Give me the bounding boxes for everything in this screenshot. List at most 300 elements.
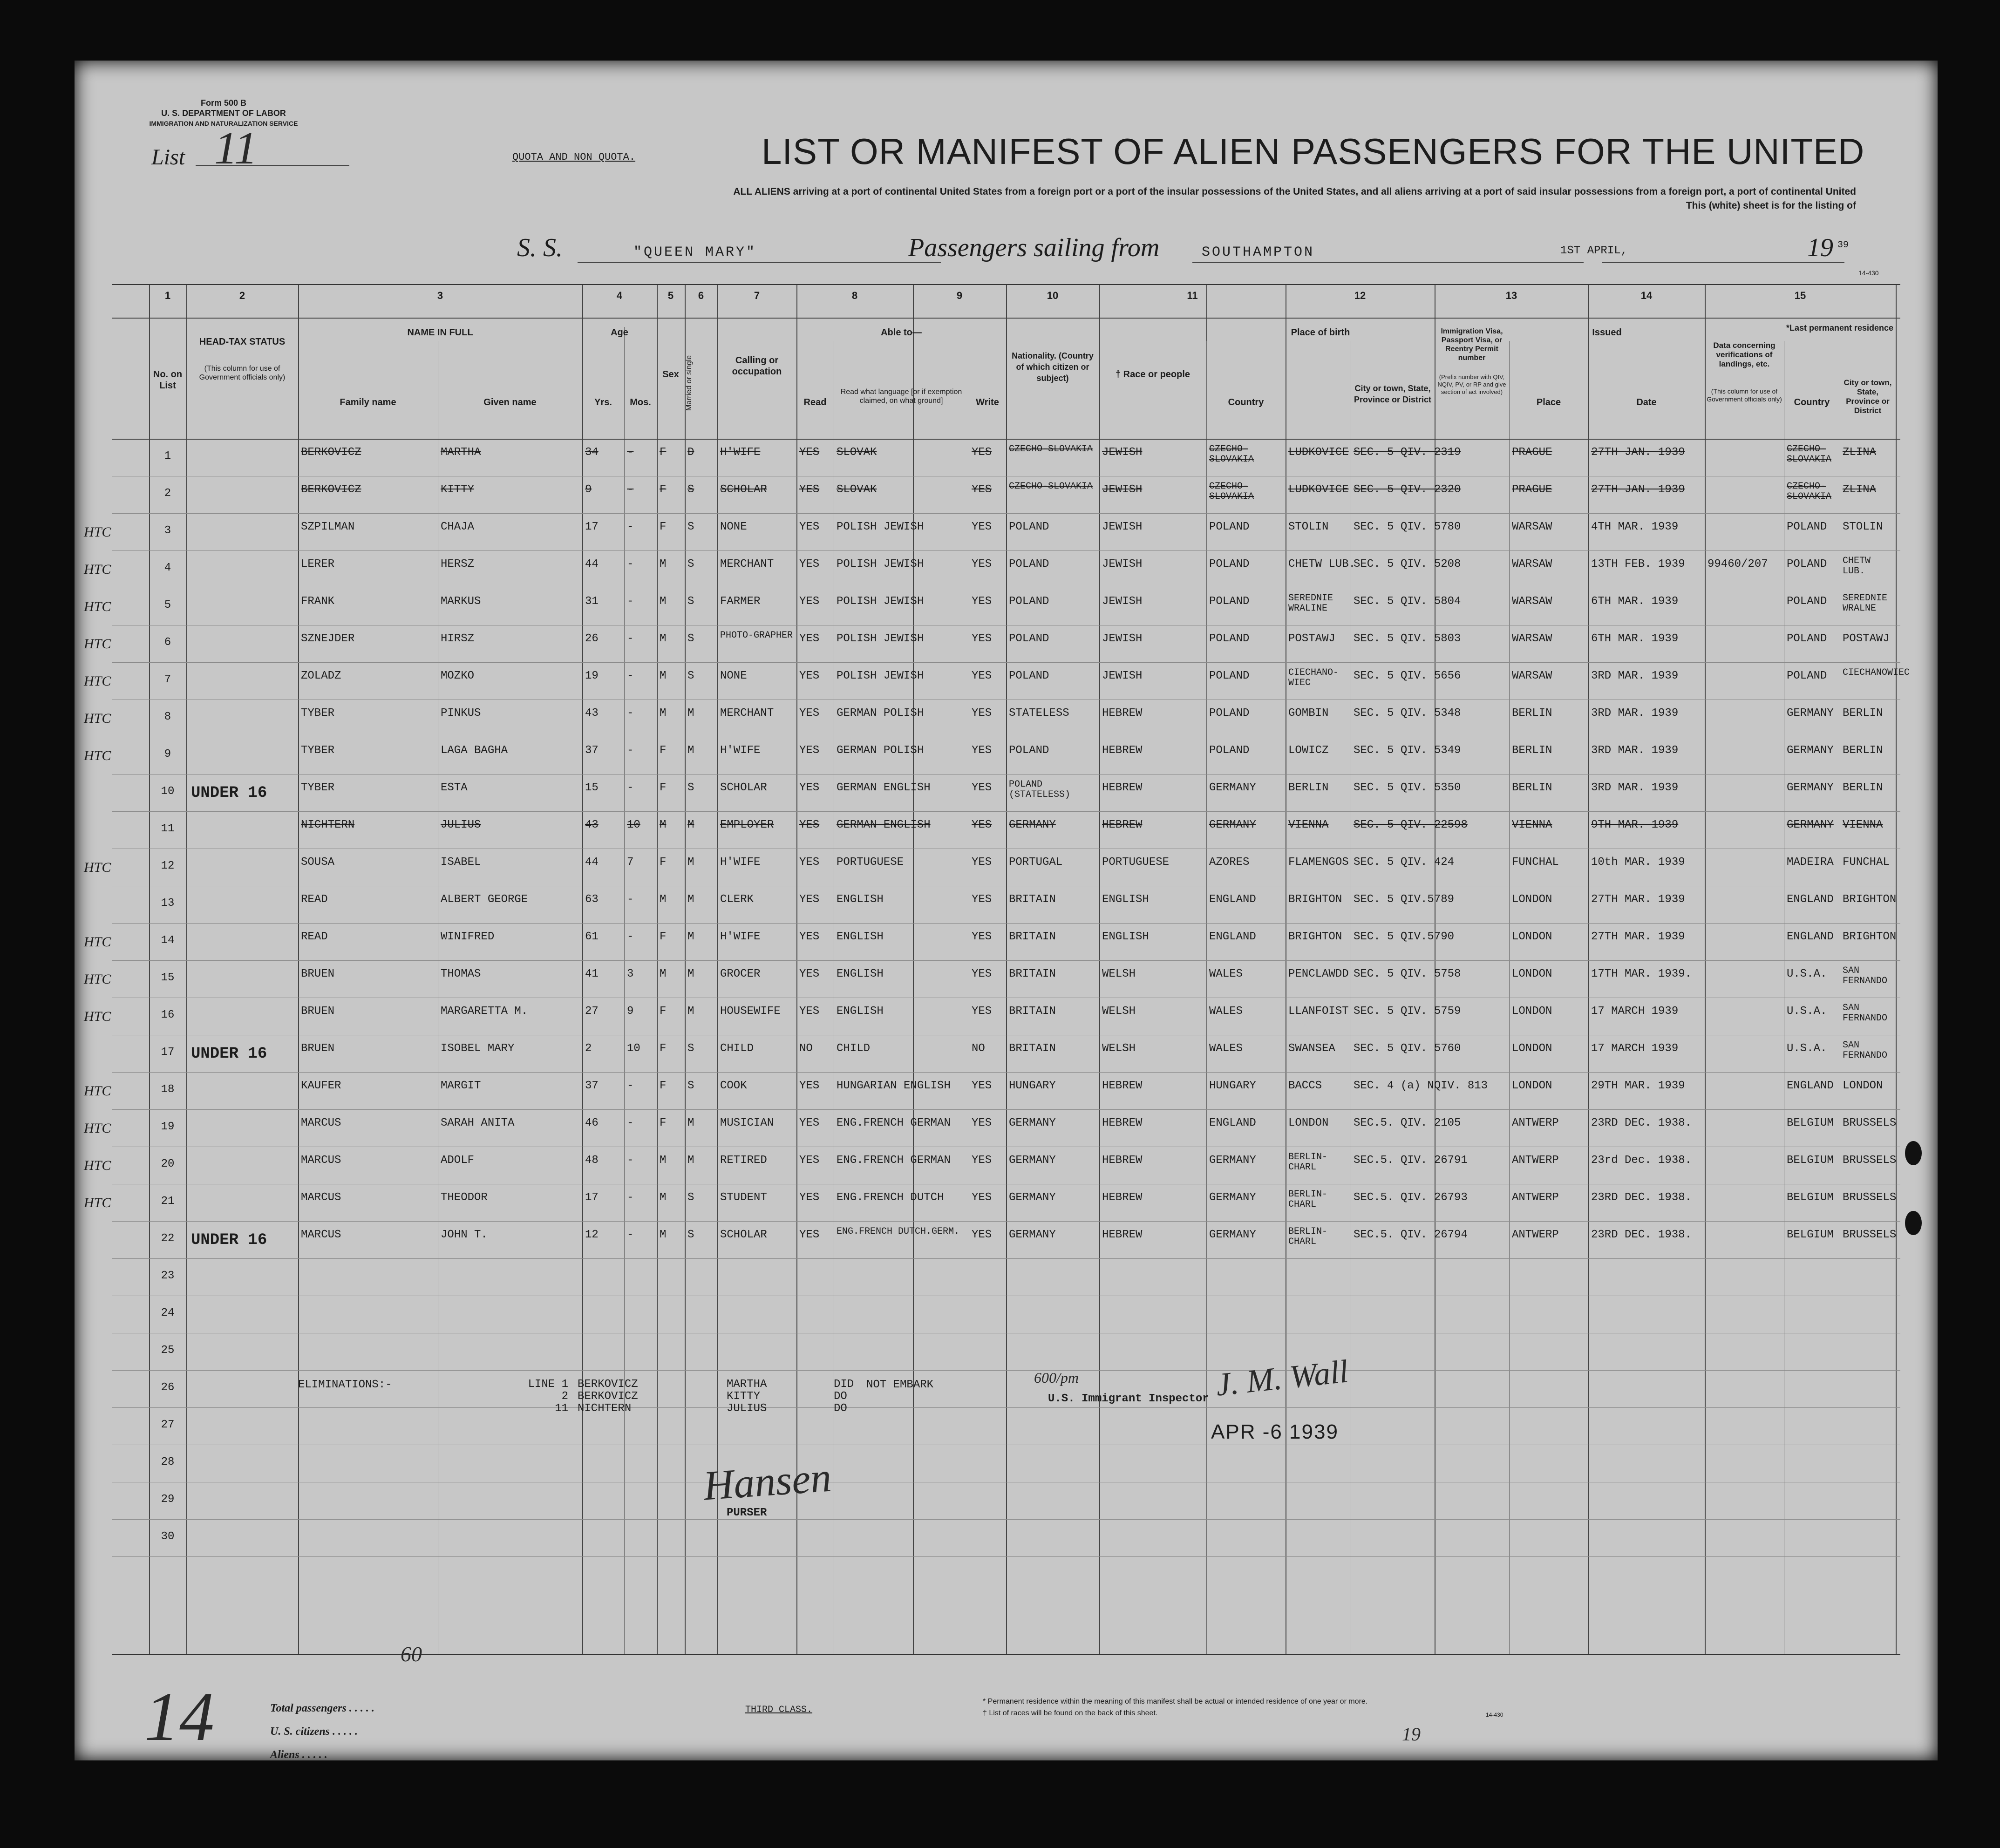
- form-department: U. S. DEPARTMENT OF LABOR: [161, 109, 286, 118]
- cell-sex: M: [660, 670, 667, 682]
- eliminations-status: [834, 1379, 854, 1415]
- cell-iplace: LONDON: [1512, 931, 1552, 943]
- row-number: 21: [161, 1195, 175, 1208]
- table-row-empty: [112, 1258, 1900, 1296]
- cell-rcountry: BELGIUM: [1787, 1117, 1834, 1129]
- cell-given: MOZKO: [441, 670, 475, 682]
- header-last-residence: *Last permanent residence: [1786, 323, 1894, 333]
- cell-race: HEBREW: [1102, 1080, 1143, 1092]
- row-number: 27: [161, 1419, 175, 1431]
- cell-rcity: POSTAWJ: [1843, 632, 1890, 645]
- cell-sex: M: [660, 819, 667, 831]
- year-suffix: 39: [1837, 240, 1849, 251]
- cell-given: LAGA BAGHA: [441, 744, 508, 757]
- eliminations-given: [727, 1379, 767, 1415]
- cell-ms: S: [687, 595, 694, 608]
- cell-family: BRUEN: [301, 1042, 335, 1055]
- cell-mos: -: [627, 781, 634, 794]
- cell-write: YES: [972, 1229, 992, 1241]
- cell-calling: H'WIFE: [720, 856, 761, 869]
- cell-mos: -: [627, 1229, 634, 1241]
- cell-yrs: 43: [585, 707, 599, 720]
- cell-mos: -: [627, 1191, 634, 1204]
- table-row: [112, 886, 1900, 923]
- htc-mark: HTC: [84, 934, 111, 950]
- cell-idate: 6TH MAR. 1939: [1591, 595, 1679, 608]
- cell-bcity: SEREDNIE WRALINE: [1288, 593, 1333, 614]
- cell-read: YES: [799, 1005, 820, 1018]
- cell-yrs: 44: [585, 856, 599, 869]
- table-row: [84, 849, 1900, 886]
- cell-ms: S: [687, 1042, 694, 1055]
- cell-given: PINKUS: [441, 707, 481, 720]
- cell-ms: M: [687, 819, 694, 831]
- htc-mark: HTC: [84, 636, 111, 652]
- cell-race: HEBREW: [1102, 1191, 1143, 1204]
- cell-read: YES: [799, 483, 820, 496]
- cell-write: YES: [972, 856, 992, 869]
- year-prefix: 19: [1807, 233, 1833, 262]
- cell-ms: S: [687, 483, 694, 496]
- col-number-3: 3: [437, 290, 443, 301]
- cell-sex: F: [660, 1117, 667, 1129]
- htc-mark: HTC: [84, 1009, 111, 1024]
- cell-read: YES: [799, 856, 820, 869]
- cell-lang: POLISH JEWISH: [837, 558, 924, 571]
- header-nationality: Nationality. (Country of which citizen or subject): [1012, 351, 1094, 383]
- cell-rcountry: POLAND: [1787, 558, 1827, 571]
- cell-idate: 13TH FEB. 1939: [1591, 558, 1685, 571]
- cell-nat: GERMANY: [1009, 1154, 1056, 1167]
- cell-sex: F: [660, 744, 667, 757]
- cell-sex: F: [660, 781, 667, 794]
- row-number: 17: [161, 1046, 175, 1059]
- htc-mark: HTC: [84, 1083, 111, 1099]
- cell-bcountry: HUNGARY: [1209, 1080, 1256, 1092]
- footer-us-citizens: [270, 1726, 358, 1738]
- cell-race: JEWISH: [1102, 558, 1143, 571]
- cell-iplace: BERLIN: [1512, 781, 1552, 794]
- cell-calling: MERCHANT: [720, 558, 774, 571]
- cell-given: JOHN T.: [441, 1229, 488, 1241]
- col-number-8: 8: [851, 290, 858, 301]
- cell-yrs: 41: [585, 968, 599, 980]
- row-number: 25: [161, 1344, 175, 1357]
- cell-read: YES: [799, 1191, 820, 1204]
- header-given-name: Given name: [483, 397, 537, 408]
- table-row: [84, 923, 1900, 960]
- cell-visa: SEC. 5 QIV. 424: [1354, 856, 1455, 869]
- cell-rcity: ZLINA: [1843, 483, 1877, 496]
- cell-lang: SLOVAK: [837, 446, 877, 459]
- cell-bcity: FLAMENGOS: [1288, 856, 1349, 869]
- list-label: List: [151, 145, 185, 170]
- cell-given: MARGARETTA M.: [441, 1005, 528, 1018]
- cell-iplace: LONDON: [1512, 968, 1552, 980]
- cell-lang: HUNGARIAN ENGLISH: [837, 1080, 951, 1092]
- htc-mark: HTC: [84, 524, 111, 540]
- cell-family: MARCUS: [301, 1154, 341, 1167]
- col-number-4: 4: [616, 290, 623, 301]
- cell-yrs: 48: [585, 1154, 599, 1167]
- col-number-5: 5: [667, 290, 674, 301]
- cell-read: YES: [799, 670, 820, 682]
- cell-sex: F: [660, 483, 667, 496]
- head-tax-status: UNDER 16: [191, 1045, 267, 1063]
- elim-line-3: 11: [555, 1402, 568, 1415]
- row-number: 6: [164, 636, 171, 649]
- row-rule: [112, 1556, 1900, 1557]
- cell-bcountry: POLAND: [1209, 632, 1250, 645]
- cell-yrs: 19: [585, 670, 599, 682]
- cell-rcountry: U.S.A.: [1787, 968, 1827, 980]
- cell-mos: -: [627, 1117, 634, 1129]
- cell-given: CHAJA: [441, 521, 475, 533]
- eliminations-not-embark: NOT EMBARK: [866, 1379, 934, 1391]
- binder-hole-2: [1905, 1211, 1922, 1235]
- cell-calling: GROCER: [720, 968, 761, 980]
- cell-calling: SCHOLAR: [720, 781, 767, 794]
- list-number: 11: [214, 122, 258, 174]
- cell-nat: STATELESS: [1009, 707, 1069, 720]
- cell-mos: -: [627, 558, 634, 571]
- cell-iplace: LONDON: [1512, 1042, 1552, 1055]
- col-number-15: 15: [1794, 290, 1806, 301]
- header-head-tax-note: (This column for use of Government officials only): [199, 365, 286, 381]
- cell-mos: -: [627, 893, 634, 906]
- cell-iplace: WARSAW: [1512, 558, 1552, 571]
- cell-mos: -: [627, 931, 634, 943]
- cell-iplace: LONDON: [1512, 893, 1552, 906]
- row-number: 16: [161, 1009, 175, 1021]
- cell-visa: SEC. 5 QIV. 2320: [1354, 483, 1461, 496]
- cell-rcity: SEREDNIE WRALNE: [1843, 593, 1888, 614]
- cell-family: MARCUS: [301, 1191, 341, 1204]
- col-number-13: 13: [1505, 290, 1517, 301]
- cell-ms: M: [687, 968, 694, 980]
- cell-rcity: BRIGHTON: [1843, 931, 1897, 943]
- row-number: 12: [161, 860, 175, 872]
- cell-sex: F: [660, 1042, 667, 1055]
- cell-idate: 6TH MAR. 1939: [1591, 632, 1679, 645]
- row-number: 19: [161, 1121, 175, 1133]
- cell-bcity: LOWICZ: [1288, 744, 1329, 757]
- cell-family: SZPILMAN: [301, 521, 355, 533]
- purser-label: PURSER: [727, 1507, 767, 1519]
- header-sex: Sex: [662, 369, 679, 380]
- table-row: [84, 550, 1900, 588]
- cell-write: YES: [972, 707, 992, 720]
- header-calling: Calling or occupation: [732, 355, 782, 377]
- cell-write: YES: [972, 1117, 992, 1129]
- cell-lang: GERMAN POLISH: [837, 707, 924, 720]
- cell-bcountry: ENGLAND: [1209, 893, 1256, 906]
- footer-note-2: † List of races will be found on the back of this sheet.: [983, 1709, 1158, 1717]
- cell-bcity: VIENNA: [1288, 819, 1329, 831]
- cell-write: YES: [972, 446, 992, 459]
- cell-calling: HOUSEWIFE: [720, 1005, 781, 1018]
- cell-calling: PHOTO-GRAPHER: [720, 630, 793, 641]
- table-row-empty: [112, 1445, 1900, 1482]
- cell-read: YES: [799, 521, 820, 533]
- cell-race: JEWISH: [1102, 446, 1143, 459]
- cell-bcity: LUDKOVICE: [1288, 483, 1349, 496]
- cell-visa: SEC. 4 (a) NQIV. 813: [1354, 1080, 1488, 1092]
- cell-bcountry: CZECHO-SLOVAKIA: [1209, 481, 1254, 502]
- cell-yrs: 12: [585, 1229, 599, 1241]
- cell-read: NO: [799, 1042, 813, 1055]
- htc-mark: HTC: [84, 1121, 111, 1136]
- footer-total-dots: . . . . .: [349, 1702, 374, 1714]
- row-number: 14: [161, 934, 175, 947]
- cell-iplace: WARSAW: [1512, 521, 1552, 533]
- cell-visa: SEC. 5 QIV. 5348: [1354, 707, 1461, 720]
- cell-nat: POLAND: [1009, 632, 1049, 645]
- cell-idate: 27TH MAR. 1939: [1591, 931, 1685, 943]
- row-number: 9: [164, 748, 171, 761]
- cell-read: YES: [799, 893, 820, 906]
- cell-iplace: FUNCHAL: [1512, 856, 1559, 869]
- cell-bcity: BERLIN-CHARL: [1288, 1226, 1328, 1247]
- cell-rcountry: POLAND: [1787, 632, 1827, 645]
- cell-iplace: ANTWERP: [1512, 1191, 1559, 1204]
- footer-citizens-dots: . . . . .: [333, 1726, 358, 1738]
- table-row: [112, 1035, 1900, 1072]
- cell-ms: S: [687, 521, 694, 533]
- cell-mos: -: [627, 1080, 634, 1092]
- table-row: [84, 588, 1900, 625]
- cell-rcity: BRUSSELS: [1843, 1154, 1897, 1167]
- cell-idate: 23RD DEC. 1938.: [1591, 1229, 1692, 1241]
- cell-mos: -: [627, 632, 634, 645]
- cell-lang: POLISH JEWISH: [837, 595, 924, 608]
- cell-family: TYBER: [301, 744, 335, 757]
- cell-read: YES: [799, 707, 820, 720]
- cell-bcountry: POLAND: [1209, 595, 1250, 608]
- cell-family: BERKOVICZ: [301, 483, 361, 496]
- header-name-in-full: NAME IN FULL: [407, 327, 473, 338]
- elim-given-2: KITTY: [727, 1390, 761, 1403]
- form-code-top: 14-430: [1858, 269, 1879, 277]
- cell-race: WELSH: [1102, 968, 1136, 980]
- cell-yrs: 17: [585, 1191, 599, 1204]
- cell-lang: SLOVAK: [837, 483, 877, 496]
- cell-mos: -: [627, 1154, 634, 1167]
- ship-name: "QUEEN MARY": [633, 245, 757, 260]
- cell-sex: M: [660, 1229, 667, 1241]
- cell-given: ALBERT GEORGE: [441, 893, 528, 906]
- cell-race: ENGLISH: [1102, 931, 1149, 943]
- cell-rcity: SAN FERNANDO: [1843, 1003, 1888, 1024]
- cell-iplace: ANTWERP: [1512, 1229, 1559, 1241]
- cell-sex: M: [660, 632, 667, 645]
- cell-write: YES: [972, 632, 992, 645]
- col-number-1: 1: [164, 290, 171, 301]
- cell-write: YES: [972, 931, 992, 943]
- cell-mos: -: [627, 744, 634, 757]
- cell-lang: ENG.FRENCH DUTCH: [837, 1191, 944, 1204]
- cell-yrs: 26: [585, 632, 599, 645]
- cell-sex: M: [660, 707, 667, 720]
- cell-lang: GERMAN ENGLISH: [837, 819, 931, 831]
- cell-nat: POLAND: [1009, 595, 1049, 608]
- cell-rcity: BRUSSELS: [1843, 1229, 1897, 1241]
- col-number-6: 6: [698, 290, 704, 301]
- cell-family: MARCUS: [301, 1229, 341, 1241]
- header-place-of-birth: Place of birth: [1291, 327, 1350, 338]
- cell-race: WELSH: [1102, 1042, 1136, 1055]
- cell-write: YES: [972, 968, 992, 980]
- cell-mos: 3: [627, 968, 634, 980]
- cell-calling: H'WIFE: [720, 744, 761, 757]
- cell-mos: 10: [627, 1042, 640, 1055]
- manifest-sheet: [75, 61, 1938, 1760]
- cell-bcity: LUDKOVICE: [1288, 446, 1349, 459]
- cell-family: SZNEJDER: [301, 632, 355, 645]
- elim-name-2: BERKOVICZ: [578, 1390, 638, 1403]
- eliminations-label: ELIMINATIONS:-: [298, 1379, 392, 1391]
- cell-family: BERKOVICZ: [301, 446, 361, 459]
- header-read: Read: [803, 397, 827, 408]
- cell-idate: 9TH MAR. 1939: [1591, 819, 1679, 831]
- elim-given-3: JULIUS: [727, 1402, 767, 1415]
- table-row: [112, 439, 1900, 476]
- cell-idate: 17 MARCH 1939: [1591, 1042, 1679, 1055]
- cell-bcity: BRIGHTON: [1288, 931, 1342, 943]
- cell-visa: SEC. 5 QIV. 5759: [1354, 1005, 1461, 1018]
- cell-calling: MUSICIAN: [720, 1117, 774, 1129]
- footer-aliens-label: Aliens: [270, 1749, 299, 1761]
- row-number: 15: [161, 972, 175, 984]
- cell-lang: ENGLISH: [837, 931, 884, 943]
- cell-yrs: 43: [585, 819, 599, 831]
- cell-rcountry: POLAND: [1787, 521, 1827, 533]
- cell-visa: SEC. 5 QIV. 5350: [1354, 781, 1461, 794]
- header-mos: Mos.: [630, 397, 651, 408]
- cell-visa: SEC. 5 QIV. 5804: [1354, 595, 1461, 608]
- cell-family: BRUEN: [301, 1005, 335, 1018]
- cell-yrs: 31: [585, 595, 599, 608]
- cell-write: YES: [972, 1005, 992, 1018]
- htc-mark: HTC: [84, 1158, 111, 1173]
- cell-sex: F: [660, 521, 667, 533]
- port-name: SOUTHAMPTON: [1202, 245, 1315, 260]
- subtitle-line-2: This (white) sheet is for the listing of: [1686, 200, 1856, 211]
- cell-sex: F: [660, 856, 667, 869]
- cell-lang: ENGLISH: [837, 1005, 884, 1018]
- cell-write: YES: [972, 1154, 992, 1167]
- header-married: Married or single: [685, 355, 693, 411]
- cell-nat: BRITAIN: [1009, 1005, 1056, 1018]
- header-res-city: City or town, State, Province or District: [1844, 378, 1892, 415]
- cell-family: ZOLADZ: [301, 670, 341, 682]
- cell-race: HEBREW: [1102, 1154, 1143, 1167]
- cell-mos: -: [627, 521, 634, 533]
- cell-visa: SEC. 5 QIV. 5780: [1354, 521, 1461, 533]
- cell-idate: 27TH MAR. 1939: [1591, 893, 1685, 906]
- htc-mark: HTC: [84, 1195, 111, 1210]
- cell-write: YES: [972, 819, 992, 831]
- cell-race: HEBREW: [1102, 1229, 1143, 1241]
- cell-calling: H'WIFE: [720, 931, 761, 943]
- cell-rcity: BERLIN: [1843, 744, 1883, 757]
- cell-iplace: WARSAW: [1512, 595, 1552, 608]
- cell-nat: BRITAIN: [1009, 1042, 1056, 1055]
- header-head-tax: HEAD-TAX STATUS: [199, 337, 286, 347]
- cell-given: MARTHA: [441, 446, 481, 459]
- row-number: 26: [161, 1381, 175, 1394]
- cell-ms: S: [687, 1191, 694, 1204]
- header-able-to: Able to—: [881, 327, 922, 338]
- cell-race: ENGLISH: [1102, 893, 1149, 906]
- cell-read: YES: [799, 968, 820, 980]
- cell-calling: CHILD: [720, 1042, 754, 1055]
- cell-nat: CZECHO-SLOVAKIA: [1009, 481, 1093, 492]
- cell-yrs: 61: [585, 931, 599, 943]
- cell-yrs: 37: [585, 1080, 599, 1092]
- cell-family: MARCUS: [301, 1117, 341, 1129]
- table-row: [84, 513, 1900, 550]
- cell-lang: GERMAN ENGLISH: [837, 781, 931, 794]
- cell-yrs: 34: [585, 446, 599, 459]
- cell-lang: GERMAN POLISH: [837, 744, 924, 757]
- table-row-empty: [112, 1482, 1900, 1519]
- row-number: 18: [161, 1083, 175, 1096]
- table-row: [112, 1221, 1900, 1258]
- cell-iplace: ANTWERP: [1512, 1117, 1559, 1129]
- cell-read: YES: [799, 1117, 820, 1129]
- cell-read: YES: [799, 781, 820, 794]
- cell-write: YES: [972, 483, 992, 496]
- cell-visa: SEC. 5 QIV. 2319: [1354, 446, 1461, 459]
- cell-family: LERER: [301, 558, 335, 571]
- cell-iplace: PRAGUE: [1512, 483, 1552, 496]
- cell-lang: ENG.FRENCH GERMAN: [837, 1154, 951, 1167]
- cell-write: YES: [972, 670, 992, 682]
- ss-label: S. S.: [517, 233, 563, 262]
- table-row: [84, 960, 1900, 998]
- binder-hole-1: [1905, 1141, 1922, 1165]
- cell-given: HIRSZ: [441, 632, 475, 645]
- cell-calling: COOK: [720, 1080, 747, 1092]
- cell-write: YES: [972, 558, 992, 571]
- header-verification-note: (This column for use of Government officials only): [1707, 387, 1782, 403]
- cell-visa: SEC.5. QIV. 26793: [1354, 1191, 1468, 1204]
- col-number-11: 11: [1187, 290, 1198, 301]
- cell-rcountry: CZECHO-SLOVAKIA: [1787, 444, 1832, 465]
- cell-bcity: BRIGHTON: [1288, 893, 1342, 906]
- cell-nat: GERMANY: [1009, 1117, 1056, 1129]
- cell-write: YES: [972, 1080, 992, 1092]
- cell-race: HEBREW: [1102, 781, 1143, 794]
- header-age: Age: [611, 327, 628, 338]
- cell-bcountry: GERMANY: [1209, 781, 1256, 794]
- cell-iplace: VIENNA: [1512, 819, 1552, 831]
- cell-family: SOUSA: [301, 856, 335, 869]
- cell-ms: D: [687, 446, 694, 459]
- cell-read: YES: [799, 446, 820, 459]
- cell-write: YES: [972, 744, 992, 757]
- table-row: [84, 737, 1900, 774]
- table-row: [84, 700, 1900, 737]
- table-row-empty: [112, 1296, 1900, 1333]
- cell-rcity: STOLIN: [1843, 521, 1883, 533]
- cell-bcountry: ENGLAND: [1209, 1117, 1256, 1129]
- cell-calling: H'WIFE: [720, 446, 761, 459]
- elim-status-3: DO: [834, 1402, 847, 1415]
- cell-iplace: PRAGUE: [1512, 446, 1552, 459]
- row-number: 3: [164, 524, 171, 537]
